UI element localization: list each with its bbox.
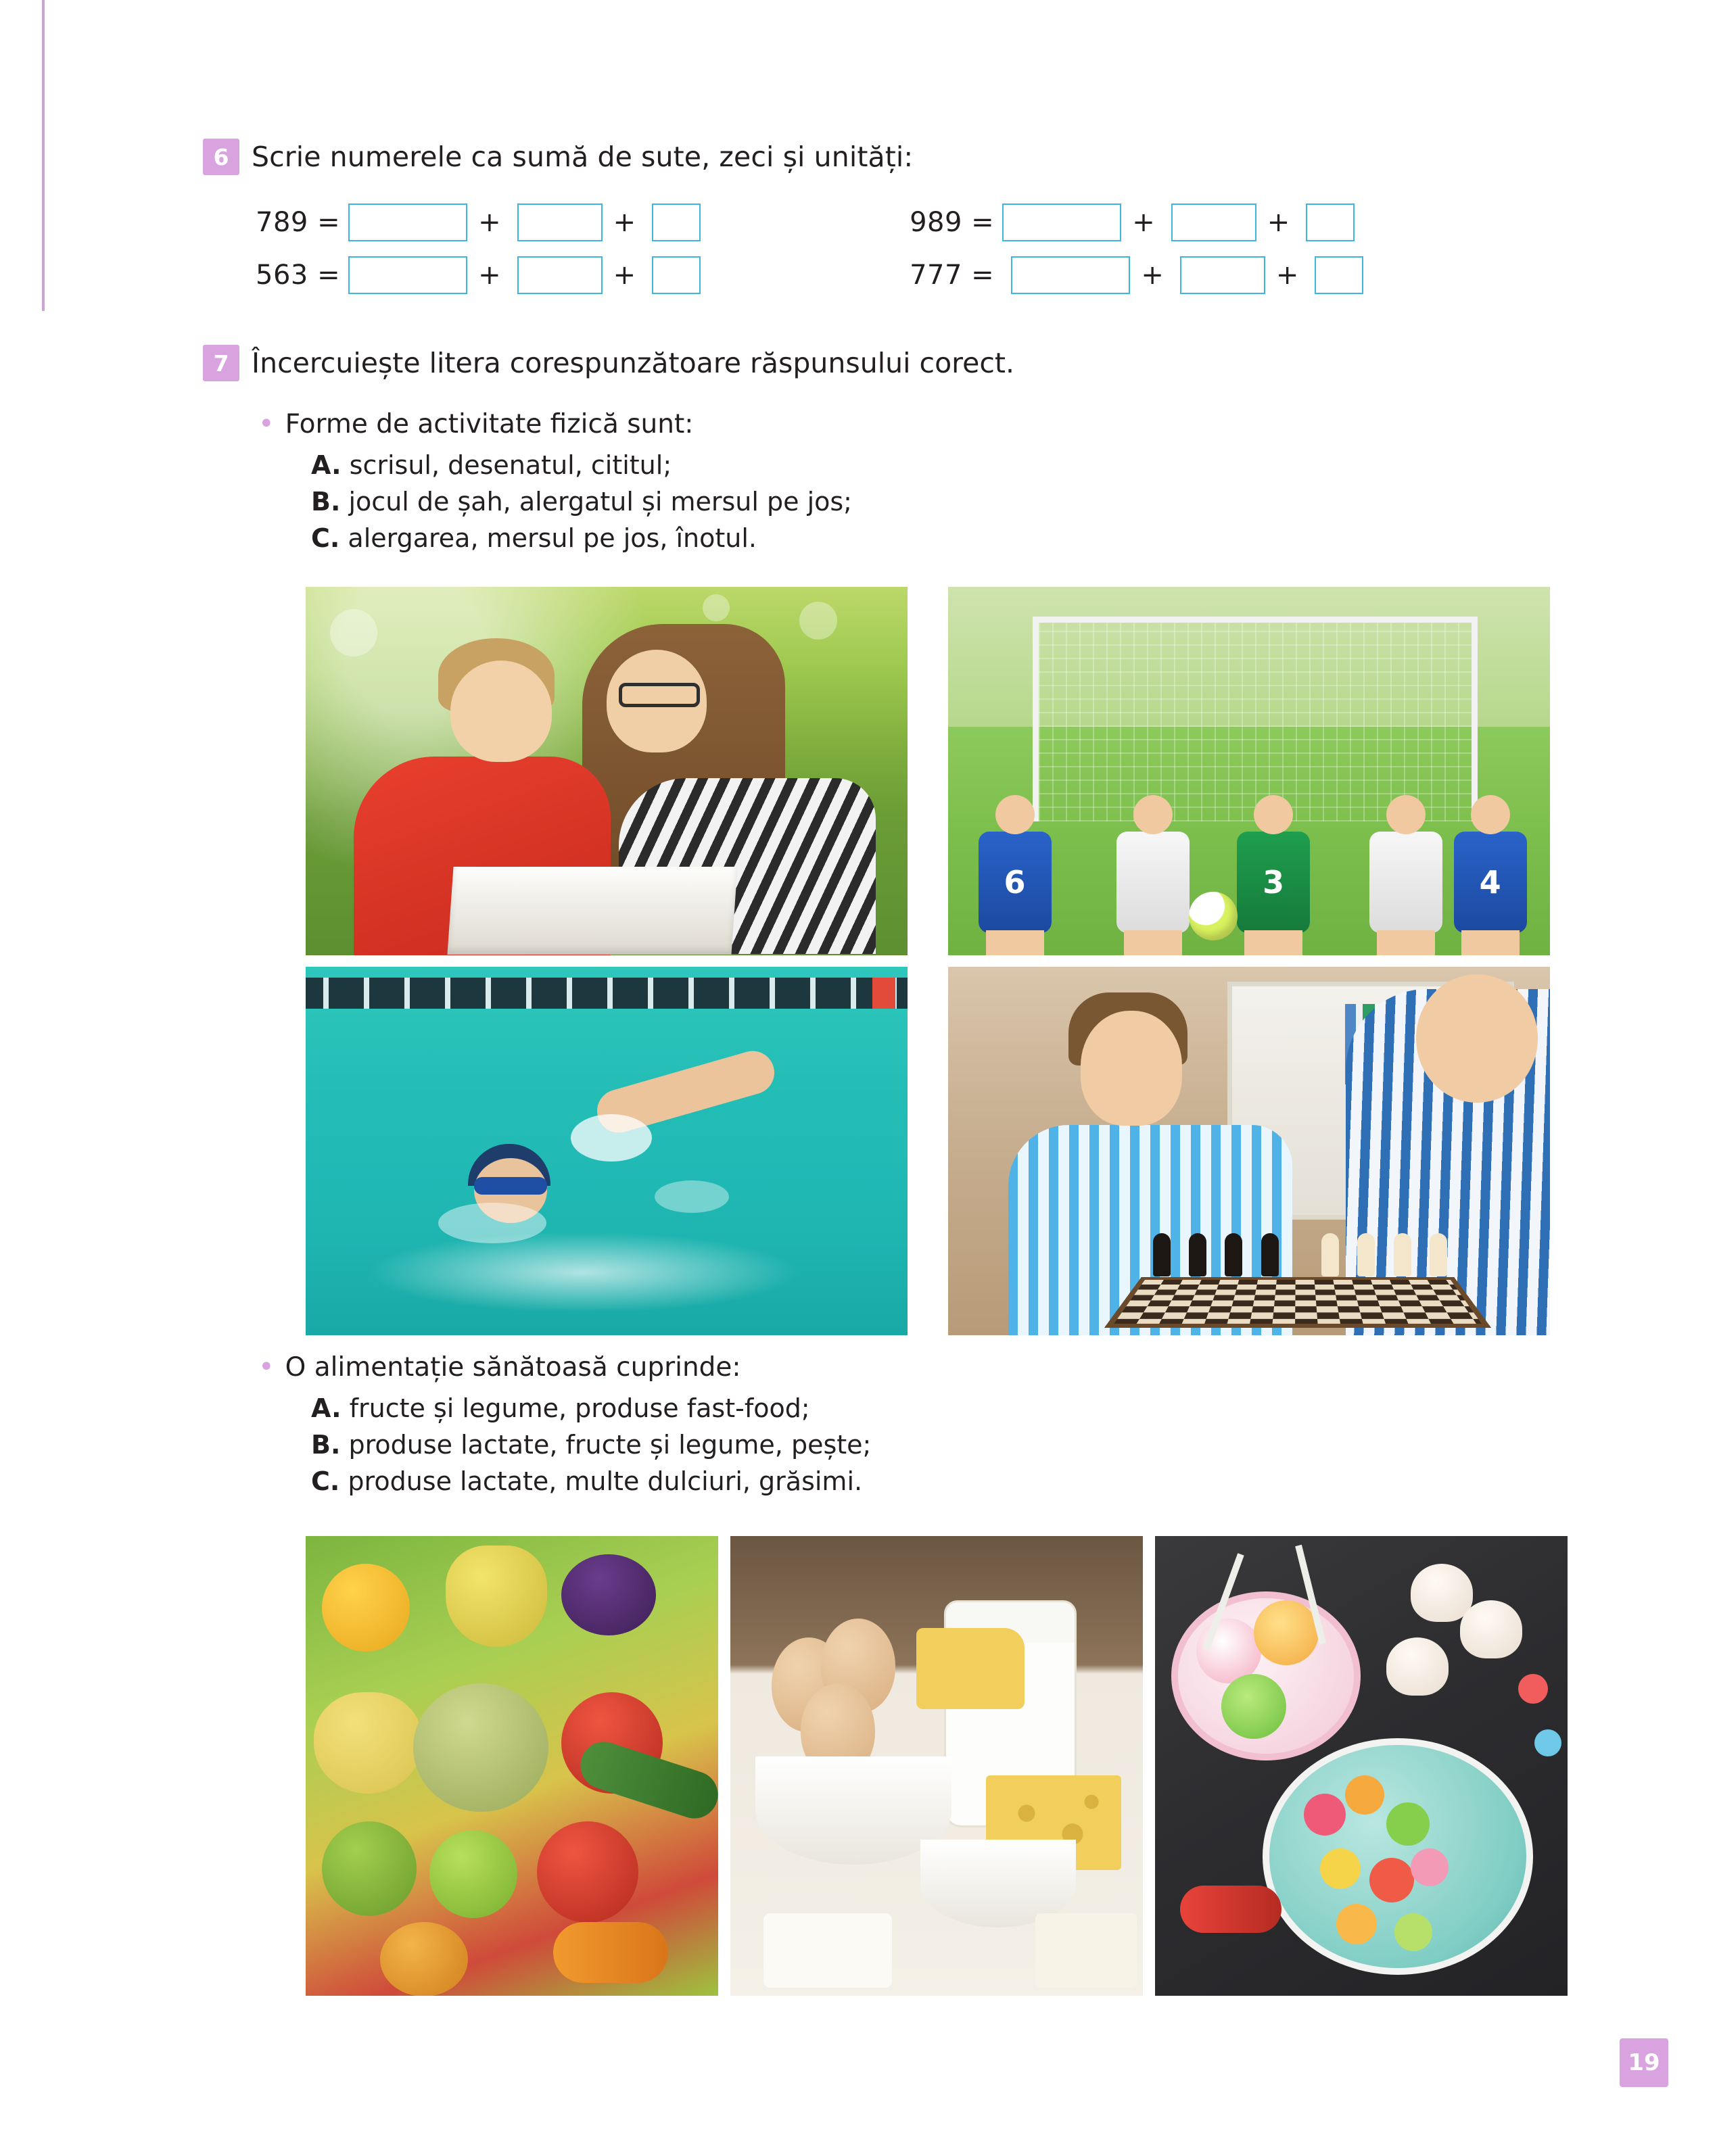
photo-children-playing-chess xyxy=(948,967,1550,1335)
option-letter-a[interactable]: A. xyxy=(311,450,342,480)
plus-sign: + xyxy=(478,207,501,238)
answer-option-a[interactable] xyxy=(311,1391,871,1427)
equation-777 xyxy=(910,256,1363,294)
equation-row xyxy=(256,249,1473,302)
exercise-6-header xyxy=(203,139,1522,175)
answer-option-c[interactable] xyxy=(311,1464,871,1500)
bullet-icon: • xyxy=(258,1351,275,1383)
page-left-rule xyxy=(42,0,45,311)
equation-989 xyxy=(910,203,1355,241)
answer-blank-hundreds[interactable] xyxy=(1002,203,1121,241)
exercise-6 xyxy=(203,139,1522,175)
exercise-7-header xyxy=(203,345,1522,381)
option-letter-c[interactable]: C. xyxy=(311,1466,340,1496)
question-prompt-line xyxy=(258,1352,871,1383)
equation-label: 989 = xyxy=(910,207,995,238)
plus-sign: + xyxy=(613,260,636,291)
option-letter-b[interactable]: B. xyxy=(311,1429,341,1460)
equation-label: 789 = xyxy=(256,207,341,238)
option-letter-a[interactable]: A. xyxy=(311,1393,342,1423)
answer-blank-units[interactable] xyxy=(652,203,701,241)
answer-blank-hundreds[interactable] xyxy=(348,256,467,294)
question-prompt: O alimentație sănătoasă cuprinde: xyxy=(285,1352,741,1383)
page-number: 19 xyxy=(1620,2038,1668,2087)
answer-blank-units[interactable] xyxy=(1306,203,1355,241)
equation-label: 777 = xyxy=(910,260,1004,291)
answer-blank-tens[interactable] xyxy=(1180,256,1265,294)
option-text-c: produse lactate, multe dulciuri, grăsimi. xyxy=(348,1466,863,1496)
exercise-6-title: Scrie numerele ca sumă de sute, zeci și unități: xyxy=(252,141,914,173)
option-text-a: fructe și legume, produse fast-food; xyxy=(349,1393,810,1423)
option-letter-b[interactable]: B. xyxy=(311,486,341,517)
answer-blank-units[interactable] xyxy=(1315,256,1363,294)
question-prompt-line xyxy=(258,409,852,439)
question-healthy-eating xyxy=(258,1352,871,1500)
photo-children-playing-soccer: 6 3 4 xyxy=(948,587,1550,955)
bullet-icon: • xyxy=(258,408,275,439)
answer-blank-tens[interactable] xyxy=(517,256,603,294)
plus-sign: + xyxy=(1267,207,1290,238)
answer-blank-hundreds[interactable] xyxy=(1011,256,1130,294)
equation-789 xyxy=(256,203,701,241)
equation-563 xyxy=(256,256,701,294)
answer-options xyxy=(311,448,852,557)
answer-blank-units[interactable] xyxy=(652,256,701,294)
plus-sign: + xyxy=(1132,207,1155,238)
question-physical-activity xyxy=(258,409,852,557)
answer-option-a[interactable] xyxy=(311,448,852,484)
photo-children-reading xyxy=(306,587,908,955)
option-letter-c[interactable]: C. xyxy=(311,523,340,553)
plus-sign: + xyxy=(478,260,501,291)
answer-blank-hundreds[interactable] xyxy=(348,203,467,241)
exercise-6-badge: 6 xyxy=(203,139,239,175)
answer-option-b[interactable] xyxy=(311,1427,871,1464)
answer-option-b[interactable] xyxy=(311,484,852,521)
option-text-b: jocul de șah, alergatul și mersul pe jos; xyxy=(348,486,852,517)
plus-sign: + xyxy=(1275,260,1299,291)
answer-blank-tens[interactable] xyxy=(1171,203,1256,241)
option-text-c: alergarea, mersul pe jos, înotul. xyxy=(348,523,757,553)
photo-child-swimming xyxy=(306,967,908,1335)
equation-label: 563 = xyxy=(256,260,341,291)
equation-row xyxy=(256,196,1473,249)
answer-option-c[interactable] xyxy=(311,521,852,557)
photo-dairy-products xyxy=(730,1536,1143,1996)
option-text-b: produse lactate, fructe și legume, pește; xyxy=(348,1429,872,1460)
option-text-a: scrisul, desenatul, cititul; xyxy=(349,450,672,480)
exercise-7-title: Încercuiește litera corespunzătoare răspunsului corect. xyxy=(252,347,1014,379)
question-prompt: Forme de activitate fizică sunt: xyxy=(285,409,694,439)
exercise-7 xyxy=(203,345,1522,381)
answer-options xyxy=(311,1391,871,1500)
photo-fruits-vegetables xyxy=(306,1536,718,1996)
answer-blank-tens[interactable] xyxy=(517,203,603,241)
exercise-7-badge: 7 xyxy=(203,345,239,381)
plus-sign: + xyxy=(1141,260,1164,291)
photo-sweets-candy xyxy=(1155,1536,1568,1996)
plus-sign: + xyxy=(613,207,636,238)
exercise-6-rows xyxy=(256,196,1473,302)
